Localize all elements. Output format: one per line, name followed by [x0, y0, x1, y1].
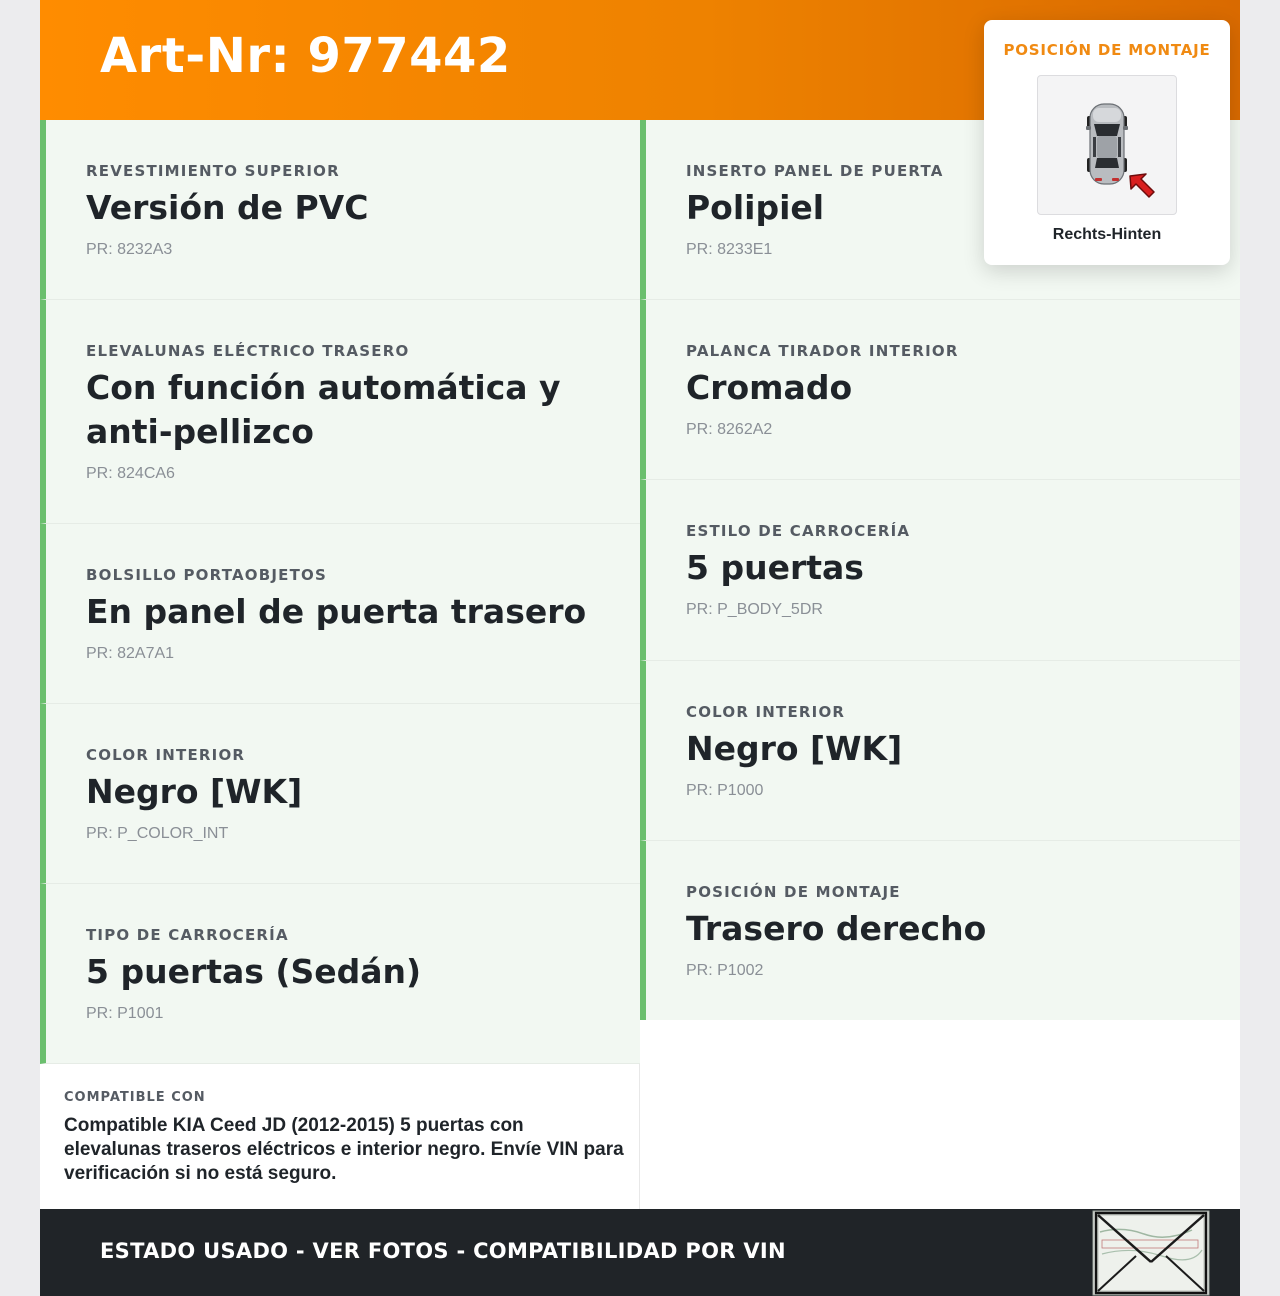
spec-value: Cromado	[686, 368, 853, 407]
spec-label: ESTILO DE CARROCERÍA	[686, 522, 911, 540]
spec-cell	[40, 524, 640, 704]
spec-label: TIPO DE CARROCERÍA	[86, 926, 289, 944]
mounting-position-card	[984, 20, 1230, 265]
spec-label: COLOR INTERIOR	[86, 746, 246, 764]
spec-label: BOLSILLO PORTAOBJETOS	[86, 566, 327, 584]
spec-code: PR: 8262A2	[686, 421, 773, 438]
mounting-position-diagram	[1037, 75, 1177, 215]
spec-cell	[640, 661, 1240, 841]
spec-cell	[40, 704, 640, 884]
spec-value: Negro [WK]	[86, 772, 303, 811]
spec-label: PALANCA TIRADOR INTERIOR	[686, 342, 959, 360]
mounting-position-title: POSICIÓN DE MONTAJE	[1003, 41, 1211, 59]
footer-bar	[40, 1209, 1240, 1296]
spec-cell	[40, 300, 640, 524]
spec-label: REVESTIMIENTO SUPERIOR	[86, 162, 340, 180]
footer-status-text: ESTADO USADO - VER FOTOS - COMPATIBILIDAD POR VIN	[100, 1239, 786, 1263]
spec-label: INSERTO PANEL DE PUERTA	[686, 162, 944, 180]
spec-value: En panel de puerta trasero	[86, 592, 587, 631]
spec-cell	[40, 884, 640, 1064]
article-number-title: Art-Nr: 977442	[100, 28, 511, 84]
spec-code: PR: 82A7A1	[86, 645, 175, 662]
spec-value: Negro [WK]	[686, 729, 903, 768]
spec-code: PR: 824CA6	[86, 465, 175, 482]
spec-column-left	[40, 120, 640, 1064]
spec-value: Trasero derecho	[686, 909, 987, 948]
product-sheet	[40, 0, 1240, 1296]
spec-label: POSICIÓN DE MONTAJE	[686, 883, 901, 901]
spec-cell	[640, 480, 1240, 661]
spec-cell	[640, 300, 1240, 480]
spec-value: Polipiel	[686, 188, 825, 227]
compatibility-block	[40, 1064, 640, 1209]
spec-code: PR: P1001	[86, 1005, 164, 1022]
spec-code: PR: 8232A3	[86, 241, 173, 258]
spec-code: PR: P_BODY_5DR	[686, 601, 823, 618]
spec-label: COLOR INTERIOR	[686, 703, 846, 721]
spec-cell	[40, 120, 640, 300]
spec-code: PR: P1002	[686, 962, 764, 979]
rear-right-arrow-icon	[1124, 168, 1160, 204]
spec-value: Con función automática y anti-pellizco	[86, 368, 561, 451]
mounting-position-caption: Rechts-Hinten	[1052, 226, 1162, 243]
spec-label: ELEVALUNAS ELÉCTRICO TRASERO	[86, 342, 410, 360]
spec-value: 5 puertas	[686, 548, 864, 587]
spec-value: Versión de PVC	[86, 188, 369, 227]
compatibility-text: Compatible KIA Ceed JD (2012-2015) 5 puertas con elevalunas traseros eléctricos e interior negro. Envíe VIN para verificación si no está seguro.	[64, 1115, 624, 1184]
spec-value: 5 puertas (Sedán)	[86, 952, 422, 991]
spec-cell	[640, 841, 1240, 1020]
spec-code: PR: P1000	[686, 782, 764, 799]
document-stamp-icon	[1092, 1210, 1210, 1296]
spec-code: PR: P_COLOR_INT	[86, 825, 229, 842]
spec-code: PR: 8233E1	[686, 241, 773, 258]
compatibility-label: COMPATIBLE CON	[64, 1090, 206, 1105]
